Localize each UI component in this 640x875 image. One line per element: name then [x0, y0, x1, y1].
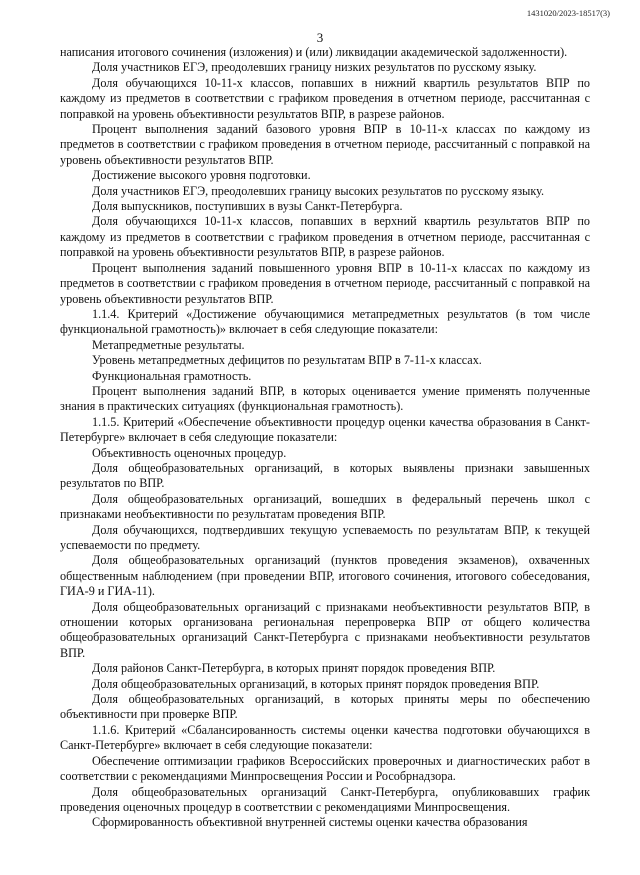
paragraph: Процент выполнения заданий базового уровня ВПР в 10-11-х классах по каждому из предметов в соответствии с графиком проведения в отчетном периоде, рассчитанный с поправкой на уровень объективности результатов ВПР. [60, 122, 590, 167]
paragraph: Достижение высокого уровня подготовки. [92, 168, 311, 183]
paragraph: Объективность оценочных процедур. [92, 445, 287, 460]
paragraph: Функциональная грамотность. [92, 368, 252, 383]
document-body [60, 45, 590, 831]
paragraph: Доля общеобразовательных организаций (пунктов проведения экзаменов), охваченных общественным наблюдением (при проведении ВПР, итогового сочинения, итогового собеседования, ГИА-9 и ГИА-11). [60, 553, 590, 599]
paragraph: Доля районов Санкт-Петербурга, в которых принят порядок проведения ВПР. [92, 661, 496, 676]
paragraph: 1.1.6. Критерий «Сбалансированность системы оценки качества подготовки обучающихся в Санкт-Петербурге» включает в себя следующие показатели: [60, 722, 590, 753]
paragraph: Обеспечение оптимизации графиков Всероссийских проверочных и диагностических работ в соответствии с рекомендациями Минпросвещения России и Рособрнадзора. [60, 753, 590, 784]
paragraph: Процент выполнения заданий повышенного уровня ВПР в 10-11-х классах по каждому из предметов в соответствии с графиком проведения в отчетном периоде, рассчитанный с поправкой на уровень объективности результатов ВПР. [60, 260, 590, 306]
paragraph: Процент выполнения заданий ВПР, в которых оценивается умение применять полученные знания в практических ситуациях (функциональная грамотность). [60, 383, 590, 414]
paragraph: Доля общеобразовательных организаций, вошедших в федеральный перечень школ с признаками необъективности по результатам проведения ВПР. [60, 491, 590, 522]
paragraph: Доля обучающихся 10-11-х классов, попавших в нижний квартиль результатов ВПР по каждому из предметов в соответствии с графиком проведения в отчетном периоде, рассчитанная с поправкой на уровень объективности результатов ВПР, в разрезе районов. [60, 75, 590, 121]
paragraph: Доля обучающихся 10-11-х классов, попавших в верхний квартиль результатов ВПР по каждому из предметов в соответствии с графиком проведения в отчетном периоде, рассчитанная с поправкой на уровень объективности результатов ВПР, в разрезе районов. [60, 214, 590, 260]
paragraph: Доля участников ЕГЭ, преодолевших границу низких результатов по русскому языку. [92, 60, 537, 75]
paragraph: Сформированность объективной внутренней системы оценки качества образования [92, 815, 528, 830]
paragraph: Доля выпускников, поступивших в вузы Санкт-Петербурга. [92, 199, 403, 214]
paragraph: Доля общеобразовательных организаций, в которых принят порядок проведения ВПР. [92, 676, 540, 691]
paragraph: Доля общеобразовательных организаций Санкт-Петербурга, опубликовавших график проведения оценочных процедур в соответствии с рекомендациями Минпросвещения. [60, 784, 590, 814]
paragraph: 1.1.4. Критерий «Достижение обучающимися метапредметных результатов (в том числе функциональной грамотность)» включает в себя следующие показатели: [60, 306, 590, 337]
paragraph: Уровень метапредметных дефицитов по результатам ВПР в 7-11-х классах. [92, 353, 482, 368]
paragraph: Доля общеобразовательных организаций с признаками необъективности результатов ВПР, в отношении которых организована региональная перепроверка ВПР от общего количества общеобразовательных организаций Санкт-Петербурга с признаками необъективности результатов ВПР. [60, 599, 590, 660]
paragraph: Доля обучающихся, подтвердивших текущую успеваемость по результатам ВПР, к текущей успеваемости по предмету. [60, 522, 590, 552]
page-number: 3 [316, 30, 324, 45]
paragraph: Метапредметные результаты. [92, 337, 245, 352]
paragraph: Доля общеобразовательных организаций, в которых приняты меры по обеспечению объективности при проверке ВПР. [60, 692, 590, 722]
paragraph: Доля участников ЕГЭ, преодолевших границу высоких результатов по русскому языку. [92, 183, 545, 198]
document-id: 1431020/2023-18517(3) [526, 8, 610, 18]
paragraph: Доля общеобразовательных организаций, в которых выявлены признаки завышенных результатов по ВПР. [60, 460, 590, 491]
paragraph: написания итогового сочинения (изложения) и (или) ликвидации академической задолженности). [60, 45, 568, 59]
paragraph: 1.1.5. Критерий «Обеспечение объективности процедур оценки качества образования в Санкт-Петербурге» включает в себя следующие показатели: [60, 414, 590, 445]
